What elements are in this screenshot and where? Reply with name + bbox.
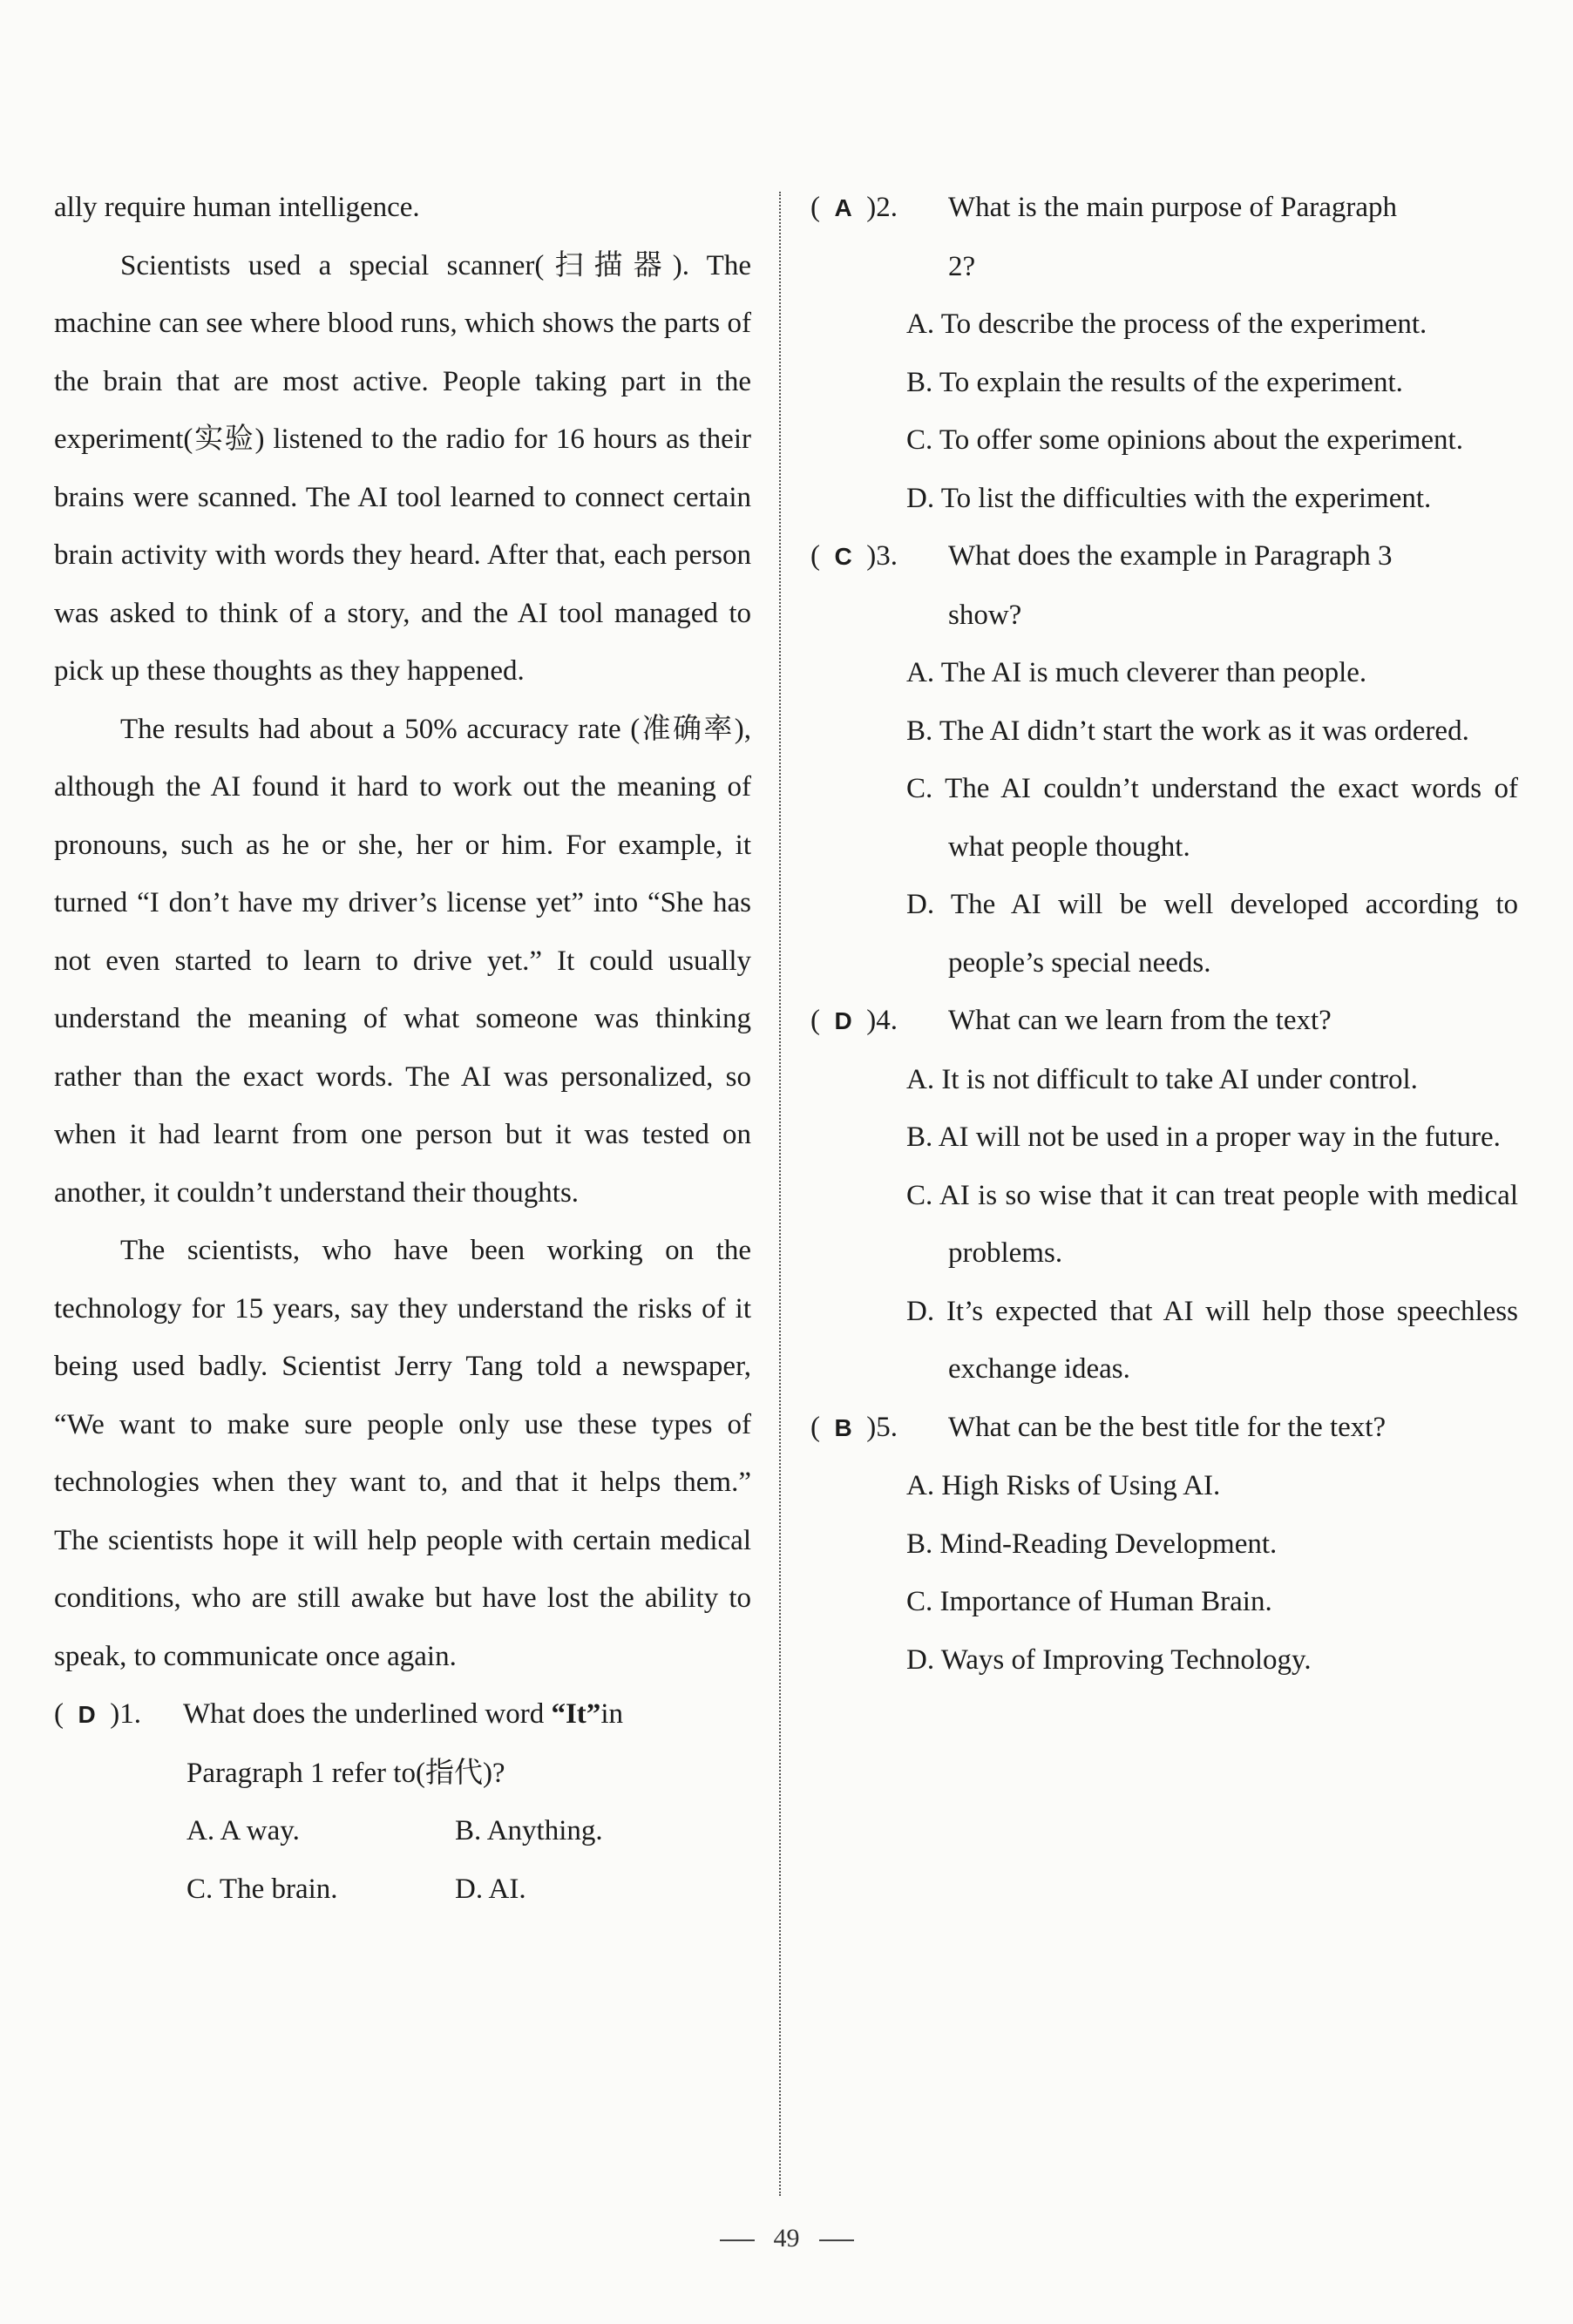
option-c: C. To offer some opinions about the experiment. bbox=[906, 424, 1463, 456]
column-divider bbox=[779, 192, 781, 2196]
option-d: D. Ways of Improving Technology. bbox=[906, 1643, 1312, 1676]
option-a: A. To describe the process of the experiment. bbox=[906, 308, 1427, 340]
question-2: ( A )2. What is the main purpose of Paragraph bbox=[810, 179, 1518, 238]
option-a: A. High Risks of Using AI. bbox=[906, 1470, 1221, 1501]
page-number: 49 bbox=[773, 2224, 800, 2253]
footer-dash bbox=[720, 2239, 755, 2241]
question-number: )5. bbox=[866, 1411, 898, 1443]
answer-mark: C bbox=[834, 543, 852, 570]
question-1 bbox=[54, 1685, 751, 1745]
option-c: C. The AI couldn’t understand the exact words of what people thought. bbox=[906, 773, 1518, 863]
question-5: ( B )5. What can be the best title for the text? bbox=[810, 1399, 1518, 1458]
passage-paragraph-2: The results had about a 50% accuracy rate (准确率), although the AI found it hard to work out the meaning of pronouns, such as he or she, her or him. For example, it turned “I don’t have my driver’s license yet” into “She has not even started to learn to drive yet.” It could usually understand the meaning of what someone was thinking rather than the exact words. The AI was personalized, so when it had learnt from one person but it was tested on another, it couldn’t understand their thoughts. bbox=[54, 713, 751, 1209]
answer-mark: B bbox=[834, 1413, 852, 1441]
question-number: )2. bbox=[866, 192, 898, 223]
question-stem-continued: 2? bbox=[948, 250, 976, 282]
options bbox=[54, 1802, 751, 1918]
option-c: C. The brain. bbox=[186, 1873, 338, 1905]
answer-mark: D bbox=[834, 1007, 852, 1034]
question-stem-continued: show? bbox=[948, 599, 1022, 631]
passage-paragraph-1: Scientists used a special scanner(扫描器). The machine can see where blood runs, which shows the parts of the brain that are most active. People taking part in the experiment(实验) listened to the radio for 16 hours as their brains were scanned. The AI tool learned to connect certain brain activity with words they heard. After that, each person was asked to think of a story, and the AI tool managed to pick up these thoughts as they happened. bbox=[54, 249, 751, 687]
option-a: A. A way. bbox=[186, 1815, 300, 1846]
passage-paragraph-0: ally require human intelligence. bbox=[54, 192, 420, 223]
option-b: B. The AI didn’t start the work as it was ordered. bbox=[906, 715, 1469, 747]
question-stem-continued: Paragraph 1 refer to(指代)? bbox=[186, 1757, 505, 1789]
option-c: C. Importance of Human Brain. bbox=[906, 1586, 1272, 1617]
question-number: )4. bbox=[866, 1005, 898, 1036]
question-number: )3. bbox=[866, 540, 898, 572]
footer-dash bbox=[819, 2239, 854, 2241]
question-stem: What does the example in Paragraph 3 bbox=[948, 540, 1393, 572]
option-a: A. The AI is much cleverer than people. bbox=[906, 657, 1367, 688]
page-footer bbox=[0, 2224, 1573, 2253]
option-b: B. To explain the results of the experiment. bbox=[906, 366, 1403, 398]
option-b: B. Mind-Reading Development. bbox=[906, 1528, 1278, 1560]
question-stem: What is the main purpose of Paragraph bbox=[948, 192, 1398, 223]
left-column bbox=[54, 179, 751, 1918]
option-a: A. It is not difficult to take AI under control. bbox=[906, 1063, 1418, 1095]
option-b: B. AI will not be used in a proper way in the future. bbox=[906, 1121, 1501, 1153]
underlined-word: “It” bbox=[551, 1698, 601, 1730]
option-b: B. Anything. bbox=[455, 1815, 603, 1846]
question-number: )1. bbox=[110, 1698, 141, 1730]
option-d: D. The AI will be well developed according to people’s special needs. bbox=[906, 889, 1518, 979]
answer-bracket: ( D )1. bbox=[54, 1698, 141, 1730]
option-d: D. AI. bbox=[455, 1873, 526, 1905]
answer-mark: D bbox=[78, 1701, 96, 1728]
question-stem: What does the underlined word “It”in bbox=[183, 1698, 623, 1730]
question-3: ( C )3. What does the example in Paragraph 3 bbox=[810, 527, 1518, 586]
passage-paragraph-3: The scientists, who have been working on the technology for 15 years, say they understand the risks of it being used badly. Scientist Jerry Tang told a newspaper, “We want to make sure people only use these types of technologies when they want to, and that it helps them.” The scientists hope it will help people with certain medical conditions, who are still awake but have lost the ability to speak, to communicate once again. bbox=[54, 1235, 751, 1672]
question-stem: What can we learn from the text? bbox=[948, 1005, 1332, 1036]
option-d: D. It’s expected that AI will help those speechless exchange ideas. bbox=[906, 1295, 1518, 1385]
answer-mark: A bbox=[834, 194, 852, 221]
option-d: D. To list the difficulties with the experiment. bbox=[906, 482, 1432, 514]
question-4: ( D )4. What can we learn from the text? bbox=[810, 992, 1518, 1051]
option-c: C. AI is so wise that it can treat people with medical problems. bbox=[906, 1179, 1518, 1269]
question-stem: What can be the best title for the text? bbox=[948, 1411, 1387, 1443]
right-column bbox=[810, 179, 1518, 1689]
